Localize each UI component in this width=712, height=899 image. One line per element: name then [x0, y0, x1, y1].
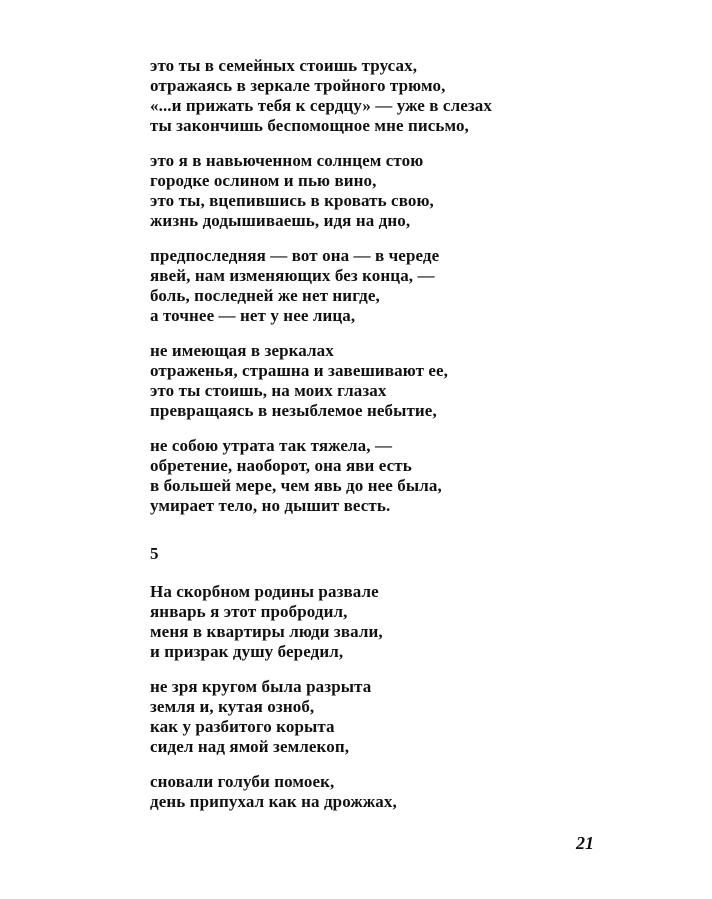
verse-line: это я в навьюченном солнцем стою	[150, 151, 424, 170]
stanza-7	[150, 677, 590, 757]
verse-line: «...и прижать тебя к сердцу» — уже в слезах	[150, 96, 492, 115]
verse-line: не имеющая в зеркалах	[150, 341, 334, 360]
verse-line: предпоследняя — вот она — в череде	[150, 246, 440, 265]
verse-line: городке ослином и пью вино,	[150, 171, 377, 190]
verse-line: это ты стоишь, на моих глазах	[150, 381, 387, 400]
verse-line: январь я этот пробродил,	[150, 602, 348, 621]
verse-line: не зря кругом была разрыта	[150, 677, 372, 696]
verse-line: отраженья, страшна и завешивают ее,	[150, 361, 449, 380]
verse-line: земля и, кутая озноб,	[150, 697, 315, 716]
poem-text	[150, 56, 590, 812]
verse-line: день припухал как на дрожжах,	[150, 792, 397, 811]
stanza-3	[150, 246, 590, 326]
verse-line: как у разбитого корыта	[150, 717, 335, 736]
verse-line: меня в квартиры люди звали,	[150, 622, 383, 641]
verse-line: жизнь додышиваешь, идя на дно,	[150, 211, 411, 230]
verse-line: превращаясь в незыблемое небытие,	[150, 401, 437, 420]
verse-line: и призрак душу бередил,	[150, 642, 344, 661]
stanza-8	[150, 772, 590, 812]
verse-line: это ты, вцепившись в кровать свою,	[150, 191, 434, 210]
verse-line: не собою утрата так тяжела, —	[150, 436, 393, 455]
stanza-4	[150, 341, 590, 421]
stanza-5	[150, 436, 590, 516]
verse-line: обретение, наоборот, она яви есть	[150, 456, 412, 475]
verse-line: в большей мере, чем явь до нее была,	[150, 476, 442, 495]
verse-line: сновали голуби помоек,	[150, 772, 335, 791]
verse-line: На скорбном родины развале	[150, 582, 379, 601]
stanza-6	[150, 582, 590, 662]
verse-line: это ты в семейных стоишь трусах,	[150, 56, 418, 75]
verse-line: отражаясь в зеркале тройного трюмо,	[150, 76, 446, 95]
verse-line: умирает тело, но дышит весть.	[150, 496, 391, 515]
verse-line: сидел над ямой землекоп,	[150, 737, 350, 756]
stanza-2	[150, 151, 590, 231]
verse-line: ты закончишь беспомощное мне письмо,	[150, 116, 469, 135]
section-number: 5	[150, 544, 159, 563]
verse-line: боль, последней же нет нигде,	[150, 286, 380, 305]
stanza-1	[150, 56, 590, 136]
verse-line: явей, нам изменяющих без конца, —	[150, 266, 435, 285]
page-number: 21	[576, 833, 594, 853]
verse-line: а точнее — нет у нее лица,	[150, 306, 356, 325]
